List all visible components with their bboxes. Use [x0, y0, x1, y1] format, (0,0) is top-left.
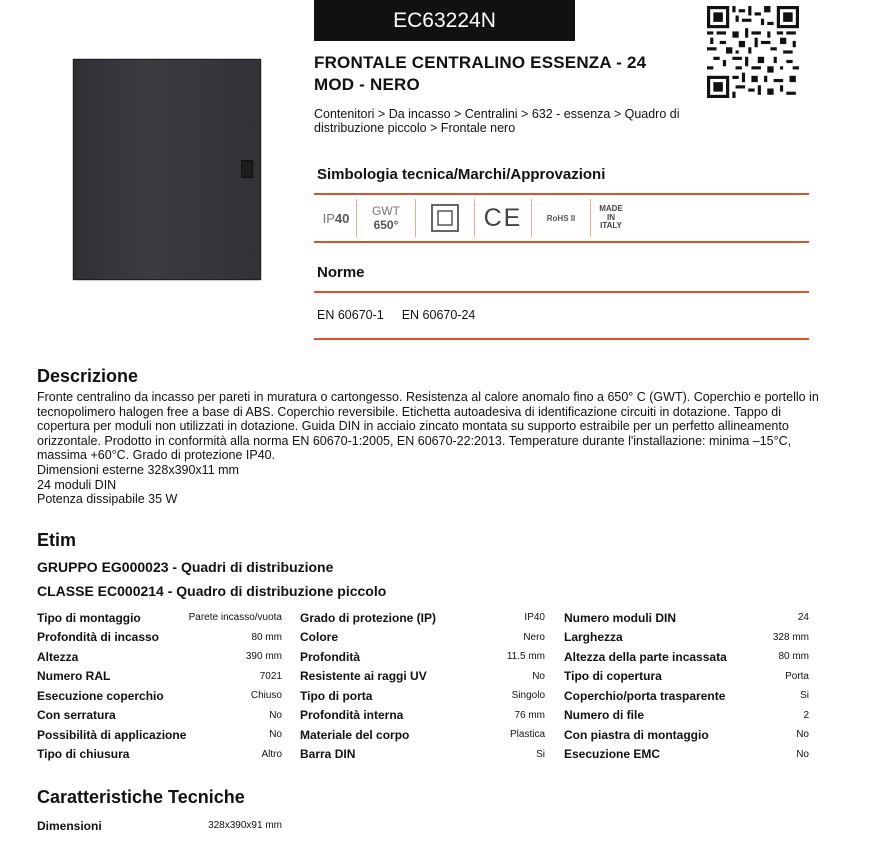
product-code: EC63224N: [314, 0, 575, 41]
divider: [314, 291, 809, 293]
spec-row: [37, 667, 282, 687]
description-paragraph: Fronte centralino da incasso per pareti in muratura o cartongesso. Resistenza al calore anomalo fino a 650° C (GWT). Coperchio e portello in tecnopolimero halogen free a base di ABS. Coperchio reversibile. Etichetta autoadesiva di identificazione circuiti in dotazione. Tappo di copertura per moduli non utilizzati in dotazione. Guida DIN in acciaio zincato montata su supporto estraibile per un perfetto allineamento orizzontale. Prodotto in conformità alla norma EN 60670-1:2005, EN 60670-22:2013. Temperature durante l'installazione: minima –15°C, massima +60°C. Grado di protezione IP40.: [37, 390, 819, 463]
latch-icon: [241, 160, 253, 178]
spec-label: Numero di file: [564, 708, 645, 723]
norm-item: EN 60670-24: [401, 308, 476, 322]
spec-row: [300, 667, 545, 687]
made-in-italy-icon: MADE IN ITALY: [599, 204, 623, 231]
spec-row: [37, 608, 282, 628]
spec-value: 328 mm: [772, 631, 809, 643]
spec-row: [300, 745, 545, 765]
spec-row: [300, 608, 545, 628]
spec-label: Tipo di copertura: [564, 669, 662, 684]
symbols-row: [316, 199, 631, 237]
etim-class: CLASSE EC000214 - Quadro di distribuzione piccolo: [37, 583, 387, 599]
product-title: FRONTALE CENTRALINO ESSENZA - 24 MOD - NERO: [314, 53, 647, 94]
product-image: [73, 59, 261, 280]
description-heading: Descrizione: [37, 366, 139, 386]
double-insulation-icon: [416, 199, 475, 237]
breadcrumb: Contenitori > Da incasso > Centralini > 632 - essenza > Quadro di distribuzione piccolo > Frontale nero: [314, 107, 680, 135]
spec-value: No: [269, 709, 282, 721]
spec-label: Materiale del corpo: [300, 727, 410, 742]
spec-label: Con piastra di montaggio: [564, 727, 709, 742]
description-line: 24 moduli DIN: [37, 477, 117, 492]
norms-list: [317, 308, 475, 322]
tech-table: [37, 816, 282, 836]
spec-label: Tipo di porta: [300, 688, 373, 703]
spec-row: [564, 647, 809, 667]
norm-item: EN 60670-1: [317, 308, 384, 322]
spec-row: [37, 686, 282, 706]
spec-row: [564, 628, 809, 648]
spec-value: IP40: [524, 612, 545, 624]
spec-label: Con serratura: [37, 708, 116, 723]
spec-row: [564, 686, 809, 706]
spec-label: Profondità interna: [300, 708, 404, 723]
spec-value: No: [532, 670, 545, 682]
spec-label: Altezza: [37, 649, 79, 664]
spec-label: Colore: [300, 630, 339, 645]
spec-label: Resistente ai raggi UV: [300, 669, 427, 684]
etim-heading: Etim: [37, 530, 77, 550]
spec-label: Profondità di incasso: [37, 630, 160, 645]
spec-row: [300, 725, 545, 745]
spec-row: [564, 667, 809, 687]
ip40-icon: IP 40: [316, 199, 357, 237]
spec-label: Larghezza: [564, 630, 623, 645]
spec-label: Grado di protezione (IP): [300, 610, 437, 625]
spec-value: 80 mm: [251, 631, 282, 643]
norms-heading: Norme: [317, 264, 365, 281]
spec-row: [564, 725, 809, 745]
spec-value: 24: [797, 612, 809, 624]
spec-value: Si: [536, 748, 545, 760]
divider: [314, 193, 809, 195]
spec-row: [37, 706, 282, 726]
spec-label: Profondità: [300, 649, 360, 664]
spec-row: [300, 628, 545, 648]
divider: [314, 241, 809, 243]
spec-label: Dimensioni: [37, 818, 102, 833]
spec-value: 390 mm: [245, 651, 282, 663]
spec-value: Si: [800, 690, 809, 702]
spec-row: [37, 725, 282, 745]
spec-value: Parete incasso/vuota: [188, 612, 282, 624]
etim-column-1: [37, 608, 282, 764]
etim-column-3: [564, 608, 809, 764]
gwt-650-icon: GWT 650°: [357, 199, 416, 237]
spec-row: [300, 686, 545, 706]
spec-label: Numero RAL: [37, 669, 111, 684]
spec-value: Porta: [785, 670, 809, 682]
spec-row: [564, 608, 809, 628]
spec-value: 11.5 mm: [506, 651, 545, 663]
spec-value: No: [269, 729, 282, 741]
spec-label: Altezza della parte incassata: [564, 649, 727, 664]
symbols-heading: Simbologia tecnica/Marchi/Approvazioni: [317, 166, 606, 183]
spec-value: Plastica: [509, 729, 545, 741]
spec-value: Nero: [523, 631, 545, 643]
etim-column-2: [300, 608, 545, 764]
spec-label: Esecuzione EMC: [564, 747, 661, 762]
ce-mark-icon: CE: [475, 199, 532, 237]
divider: [314, 338, 809, 340]
spec-value: Altro: [261, 748, 282, 760]
spec-label: Tipo di montaggio: [37, 610, 141, 625]
description-line: Potenza dissipabile 35 W: [37, 492, 178, 507]
spec-row: [300, 706, 545, 726]
spec-row: [564, 745, 809, 765]
spec-row: [37, 628, 282, 648]
spec-row: [37, 816, 282, 836]
spec-value: 328x390x91 mm: [208, 820, 282, 832]
tech-heading: Caratteristiche Tecniche: [37, 787, 245, 807]
etim-group: GRUPPO EG000023 - Quadri di distribuzione: [37, 559, 334, 575]
rohs-icon: RoHS II: [532, 199, 591, 237]
spec-row: [564, 706, 809, 726]
spec-label: Tipo di chiusura: [37, 747, 130, 762]
spec-label: Possibilità di applicazione: [37, 727, 187, 742]
qr-code-icon[interactable]: [707, 6, 799, 98]
spec-value: 76 mm: [514, 709, 545, 721]
spec-label: Barra DIN: [300, 747, 356, 762]
description-line: Dimensioni esterne 328x390x11 mm: [37, 462, 239, 477]
spec-value: 2: [803, 709, 809, 721]
spec-row: [37, 745, 282, 765]
spec-label: Coperchio/porta trasparente: [564, 688, 726, 703]
spec-value: Chiuso: [250, 690, 282, 702]
spec-value: No: [796, 748, 809, 760]
spec-label: Esecuzione coperchio: [37, 688, 164, 703]
spec-row: [300, 647, 545, 667]
description-body: [37, 390, 827, 507]
spec-value: No: [796, 729, 809, 741]
spec-value: 80 mm: [778, 651, 809, 663]
spec-row: [37, 647, 282, 667]
spec-value: 7021: [259, 670, 282, 682]
spec-value: Singolo: [511, 690, 545, 702]
spec-label: Numero moduli DIN: [564, 610, 677, 625]
